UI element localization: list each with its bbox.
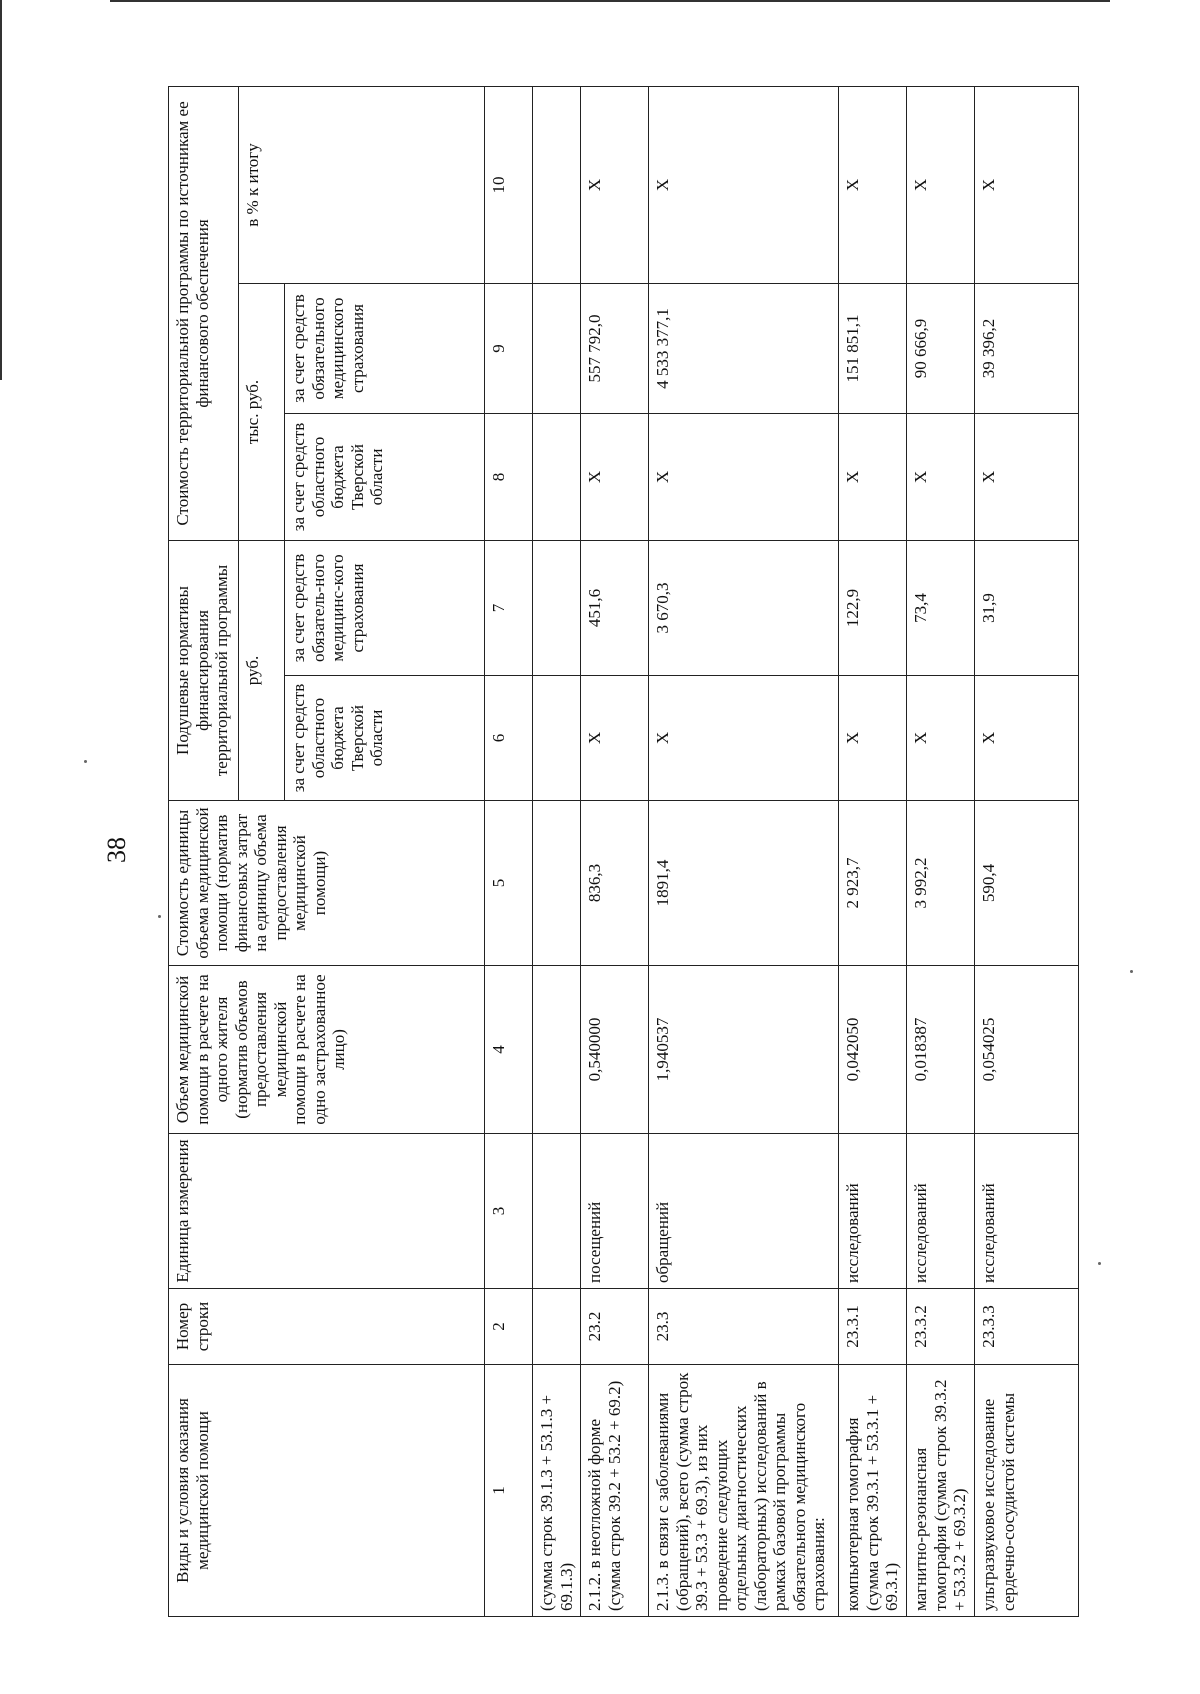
scan-speck	[1130, 970, 1133, 973]
row-description: компьютерная томография (сумма строк 39.3.1 + 53.3.1 + 69.3.1)	[839, 1365, 907, 1617]
header-regional-budget: за счет средств областного бюджета Тверской области	[285, 676, 485, 801]
scan-speck	[1098, 1262, 1101, 1265]
row-cost-oms	[533, 283, 581, 413]
row-unit-cost	[533, 801, 581, 966]
header-program-cost-group: Стоимость территориальной программы по источникам ее финансового обеспечения	[169, 86, 239, 540]
row-percap-oms: 122,9	[839, 540, 907, 675]
table-row	[533, 86, 581, 1616]
scan-edge-top	[110, 0, 1110, 2]
header-volume: Объем медицинской помощи в расчете на одного жителя (норматив объемов предоставления медицинской помощи в расчете на одно застрахованное лицо)	[169, 966, 485, 1134]
row-volume	[533, 966, 581, 1134]
row-cost-budget: Х	[581, 413, 649, 540]
header-unit-cost: Стоимость единицы объема медицинской помощи (норматив финансовых затрат на единицу объема предоставления медицинской помощи)	[169, 801, 485, 966]
table-row	[907, 86, 975, 1616]
table-row	[581, 86, 649, 1616]
row-percap-budget: Х	[581, 676, 649, 801]
row-cost-oms: 557 792,0	[581, 283, 649, 413]
header-oms-cost: за счет средств обязательного медицинского страхования	[285, 283, 485, 413]
row-cost-oms: 151 851,1	[839, 283, 907, 413]
row-percent: Х	[581, 86, 649, 283]
row-unit: исследований	[975, 1134, 1079, 1289]
column-number: 10	[485, 86, 533, 283]
row-unit: исследований	[839, 1134, 907, 1289]
row-percap-budget: Х	[907, 676, 975, 801]
row-cost-budget: Х	[975, 413, 1079, 540]
row-number: 23.2	[581, 1289, 649, 1365]
header-row-number: Номер строки	[169, 1289, 485, 1365]
row-percent: Х	[975, 86, 1079, 283]
row-cost-budget: Х	[649, 413, 839, 540]
row-number: 23.3.2	[907, 1289, 975, 1365]
page-number: 38	[102, 837, 131, 863]
table-row	[649, 86, 839, 1616]
row-unit: исследований	[907, 1134, 975, 1289]
row-cost-oms: 90 666,9	[907, 283, 975, 413]
header-rub: руб.	[239, 540, 285, 800]
row-volume: 0,054025	[975, 966, 1079, 1134]
row-cost-budget: Х	[907, 413, 975, 540]
column-number: 4	[485, 966, 533, 1134]
column-number: 5	[485, 801, 533, 966]
row-number: 23.3.1	[839, 1289, 907, 1365]
row-number	[533, 1289, 581, 1365]
header-per-capita-group: Подушевые нормативы финансирования территориальной программы	[169, 540, 239, 800]
header-oms: за счет средств обязатель-ного медицинс-кого страхования	[285, 540, 485, 675]
scan-speck	[84, 760, 87, 763]
row-volume: 1,940537	[649, 966, 839, 1134]
financing-table	[168, 86, 1079, 1617]
row-cost-oms: 39 396,2	[975, 283, 1079, 413]
header-types-of-care: Виды и условия оказания медицинской помощи	[169, 1365, 485, 1617]
row-percent	[533, 86, 581, 283]
column-number: 8	[485, 413, 533, 540]
column-number-row	[485, 86, 533, 1616]
row-percap-budget: Х	[975, 676, 1079, 801]
row-unit-cost: 2 923,7	[839, 801, 907, 966]
scan-edge-left	[0, 0, 2, 380]
row-percap-oms: 31,9	[975, 540, 1079, 675]
row-description: (сумма строк 39.1.3 + 53.1.3 + 69.1.3)	[533, 1365, 581, 1617]
row-unit: обращений	[649, 1134, 839, 1289]
header-thous-rub: тыс. руб.	[239, 283, 285, 540]
column-number: 2	[485, 1289, 533, 1365]
row-percap-budget: Х	[649, 676, 839, 801]
row-volume: 0,540000	[581, 966, 649, 1134]
row-unit-cost: 1891,4	[649, 801, 839, 966]
row-unit-cost: 3 992,2	[907, 801, 975, 966]
table-row	[839, 86, 907, 1616]
row-percent: Х	[649, 86, 839, 283]
column-number: 7	[485, 540, 533, 675]
table-row	[975, 86, 1079, 1616]
row-unit	[533, 1134, 581, 1289]
row-percap-oms: 3 670,3	[649, 540, 839, 675]
row-description: 2.1.2. в неотложной форме (сумма строк 39.2 + 53.2 + 69.2)	[581, 1365, 649, 1617]
scan-speck	[158, 915, 161, 918]
row-percap-oms: 73,4	[907, 540, 975, 675]
header-row-1	[169, 86, 239, 1616]
rotated-table-container	[168, 87, 1068, 1617]
row-unit: посещений	[581, 1134, 649, 1289]
column-number: 1	[485, 1365, 533, 1617]
row-cost-budget	[533, 413, 581, 540]
row-unit-cost: 836,3	[581, 801, 649, 966]
row-number: 23.3.3	[975, 1289, 1079, 1365]
row-description: ультразвуковое исследование сердечно-сосудистой системы	[975, 1365, 1079, 1617]
row-volume: 0,018387	[907, 966, 975, 1134]
header-unit: Единица измерения	[169, 1134, 485, 1289]
column-number: 6	[485, 676, 533, 801]
row-percap-budget: Х	[839, 676, 907, 801]
row-description: магнитно-резонансная томография (сумма строк 39.3.2 + 53.3.2 + 69.3.2)	[907, 1365, 975, 1617]
row-unit-cost: 590,4	[975, 801, 1079, 966]
row-percent: Х	[839, 86, 907, 283]
column-number: 9	[485, 283, 533, 413]
header-percent-of-total: в % к итогу	[239, 86, 485, 283]
row-percap-budget	[533, 676, 581, 801]
row-cost-oms: 4 533 377,1	[649, 283, 839, 413]
row-percap-oms	[533, 540, 581, 675]
column-number: 3	[485, 1134, 533, 1289]
row-volume: 0,042050	[839, 966, 907, 1134]
row-percent: Х	[907, 86, 975, 283]
row-description: 2.1.3. в связи с заболеваниями (обращений), всего (сумма строк 39.3 + 53.3 + 69.3), из них проведение следующих отдельных диагностических (лабораторных) исследований в рамках базовой программы обязательного медицинского страхования:	[649, 1365, 839, 1617]
header-regional-budget-cost: за счет средств областного бюджета Тверской области	[285, 413, 485, 540]
row-number: 23.3	[649, 1289, 839, 1365]
row-percap-oms: 451,6	[581, 540, 649, 675]
row-cost-budget: Х	[839, 413, 907, 540]
